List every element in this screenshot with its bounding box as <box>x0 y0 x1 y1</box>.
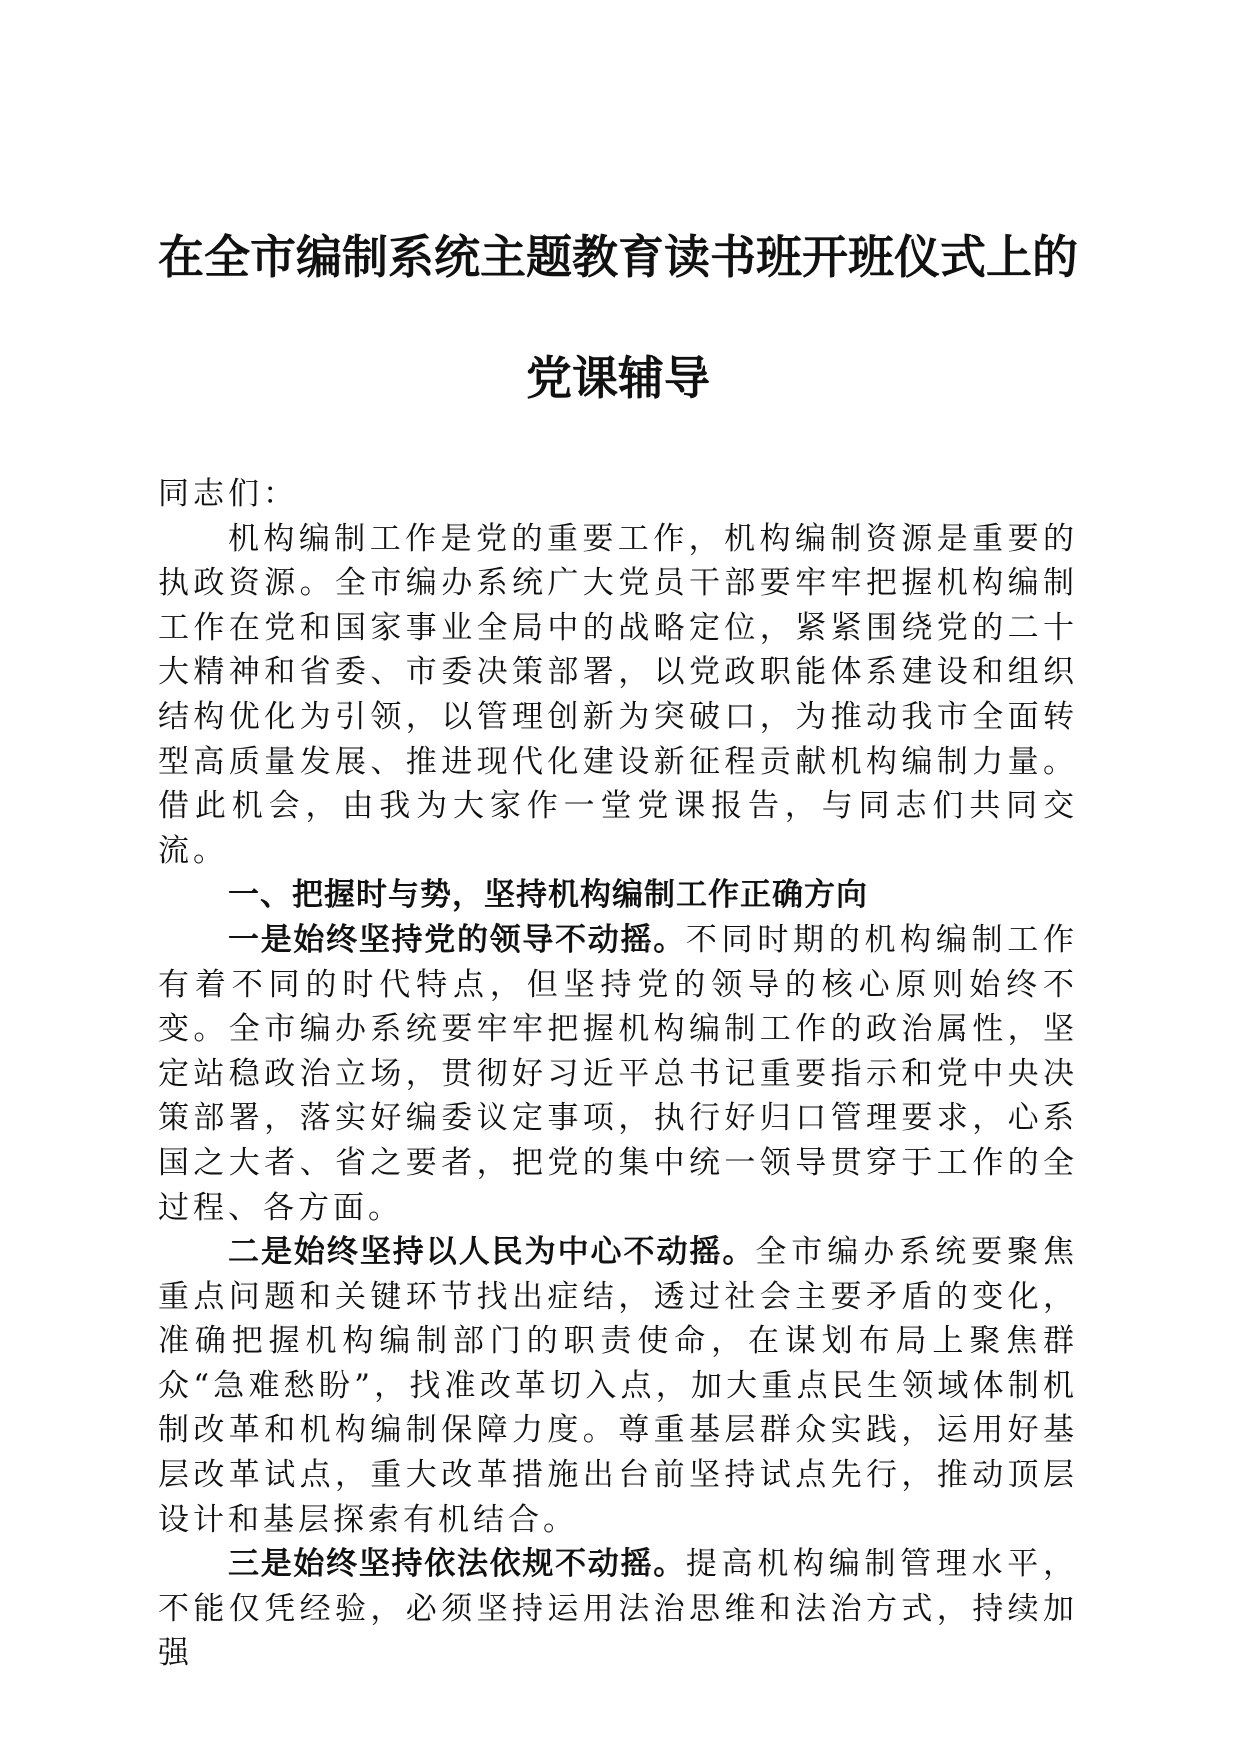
point-3-paragraph <box>158 1542 1078 1676</box>
point-2-text: 全市编办系统要聚焦重点问题和关键环节找出症结，透过社会主要矛盾的变化，准确把握机构编制部门的职责使命，在谋划布局上聚焦群众“急难愁盼”，找准改革切入点，加大重点民生领域体制机制改革和机构编制保障力度。尊重基层群众实践，运用好基层改革试点，重大改革措施出台前坚持试点先行，推动顶层设计和基层探索有机结合。 <box>158 1234 1079 1538</box>
document-title-line-1: 在全市编制系统主题教育读书班开班仪式上的 <box>158 230 1078 284</box>
point-3-text: 提高机构编制管理水平，不能仅凭经验，必须坚持运用法治思维和法治方式，持续加强 <box>158 1546 1079 1672</box>
section-heading-1: 一、把握时与势，坚持机构编制工作正确方向 <box>228 877 868 914</box>
point-3-lead: 三是始终坚持依法依规不动摇。 <box>228 1546 686 1583</box>
point-2-lead: 二是始终坚持以人民为中心不动摇。 <box>228 1234 756 1271</box>
point-1-paragraph <box>158 918 1078 1230</box>
document-page <box>158 0 1078 1754</box>
intro-paragraph: 机构编制工作是党的重要工作，机构编制资源是重要的执政资源。全市编办系统广大党员干部要牢牢把握机构编制工作在党和国家事业全局中的战略定位，紧紧围绕党的二十大精神和省委、市委决策部署，以党政职能体系建设和组织结构优化为引领，以管理创新为突破口，为推动我市全面转型高质量发展、推进现代化建设新征程贡献机构编制力量。借此机会，由我为大家作一堂党课报告，与同志们共同交流。 <box>158 520 1078 869</box>
point-2-paragraph <box>158 1230 1078 1542</box>
salutation: 同志们： <box>158 476 298 512</box>
document-title-line-2: 党课辅导 <box>526 351 710 405</box>
point-1-lead: 一是始终坚持党的领导不动摇。 <box>228 921 686 958</box>
point-1-text: 不同时期的机构编制工作有着不同的时代特点，但坚持党的领导的核心原则始终不变。全市编办系统要牢牢把握机构编制工作的政治属性，坚定站稳政治立场，贯彻好习近平总书记重要指示和党中央决策部署，落实好编委议定事项，执行好归口管理要求，心系国之大者、省之要者，把党的集中统一领导贯穿于工作的全过程、各方面。 <box>158 921 1079 1226</box>
document-body <box>158 472 1078 1676</box>
